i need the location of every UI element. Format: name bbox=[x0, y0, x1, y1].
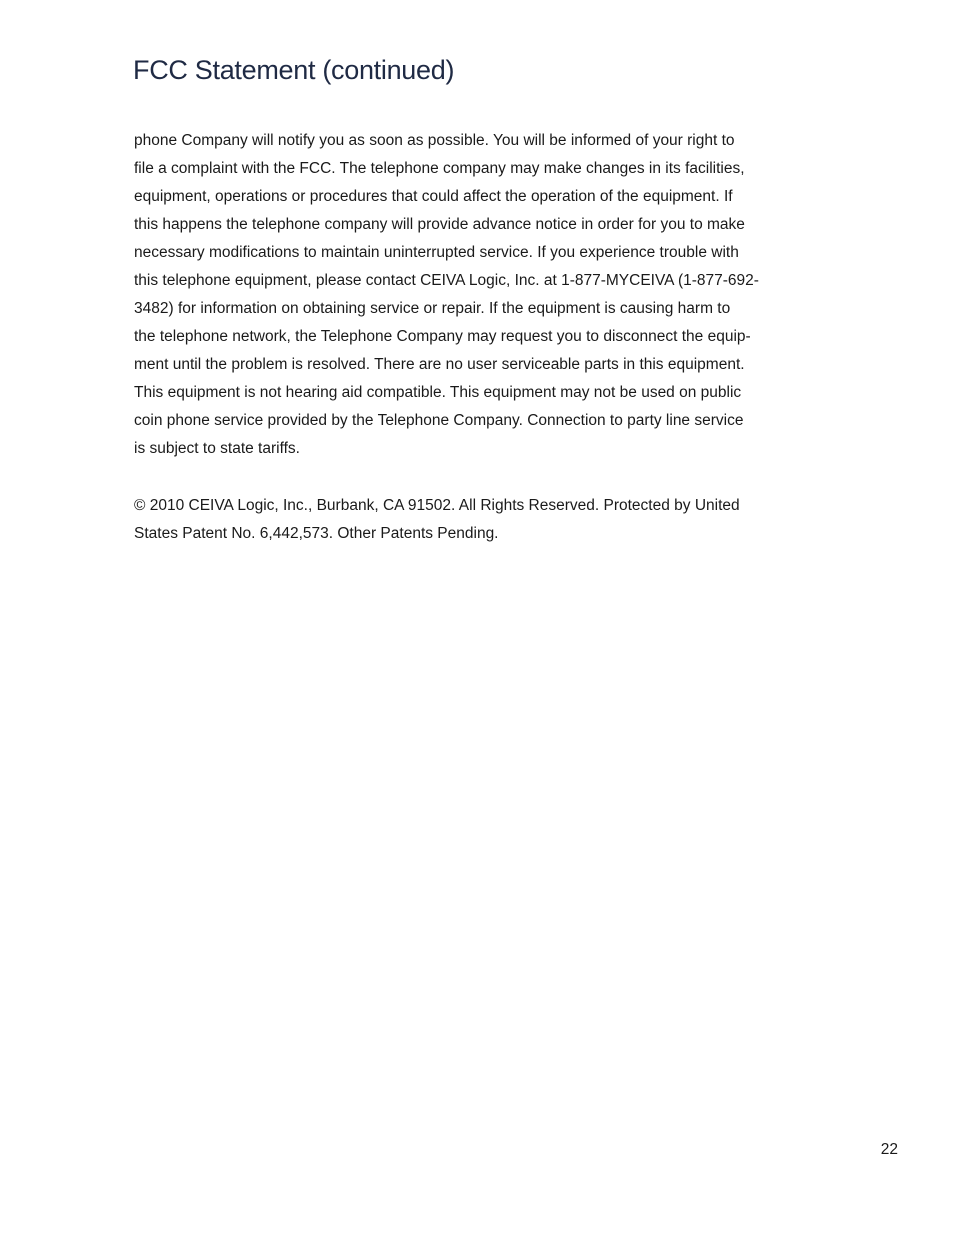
paragraph-line: file a complaint with the FCC. The telephone company may make changes in its facilities, bbox=[134, 160, 745, 177]
copyright-paragraph bbox=[134, 492, 824, 548]
paragraph-line: States Patent No. 6,442,573. Other Patents Pending. bbox=[134, 525, 499, 542]
fcc-statement-paragraph bbox=[134, 127, 824, 463]
paragraph-line: This equipment is not hearing aid compatible. This equipment may not be used on public bbox=[134, 384, 742, 401]
page-number: 22 bbox=[880, 1141, 898, 1158]
paragraph-line: coin phone service provided by the Telephone Company. Connection to party line service bbox=[134, 412, 744, 429]
paragraph-line: the telephone network, the Telephone Company may request you to disconnect the equip- bbox=[134, 328, 751, 345]
paragraph-line: this happens the telephone company will provide advance notice in order for you to make bbox=[134, 216, 745, 233]
paragraph-line: © 2010 CEIVA Logic, Inc., Burbank, CA 91502. All Rights Reserved. Protected by United bbox=[134, 497, 740, 514]
paragraph-line: necessary modifications to maintain uninterrupted service. If you experience trouble with bbox=[134, 244, 739, 261]
paragraph-line: equipment, operations or procedures that could affect the operation of the equipment. If bbox=[134, 188, 733, 205]
paragraph-line: ment until the problem is resolved. There are no user serviceable parts in this equipment. bbox=[134, 356, 745, 373]
paragraph-line: 3482) for information on obtaining service or repair. If the equipment is causing harm to bbox=[134, 300, 731, 317]
paragraph-line: is subject to state tariffs. bbox=[134, 440, 300, 457]
paragraph-line: this telephone equipment, please contact CEIVA Logic, Inc. at 1-877-MYCEIVA (1-877-692- bbox=[134, 272, 759, 289]
page-title: FCC Statement (continued) bbox=[133, 55, 455, 85]
paragraph-line: phone Company will notify you as soon as possible. You will be informed of your right to bbox=[134, 132, 735, 149]
